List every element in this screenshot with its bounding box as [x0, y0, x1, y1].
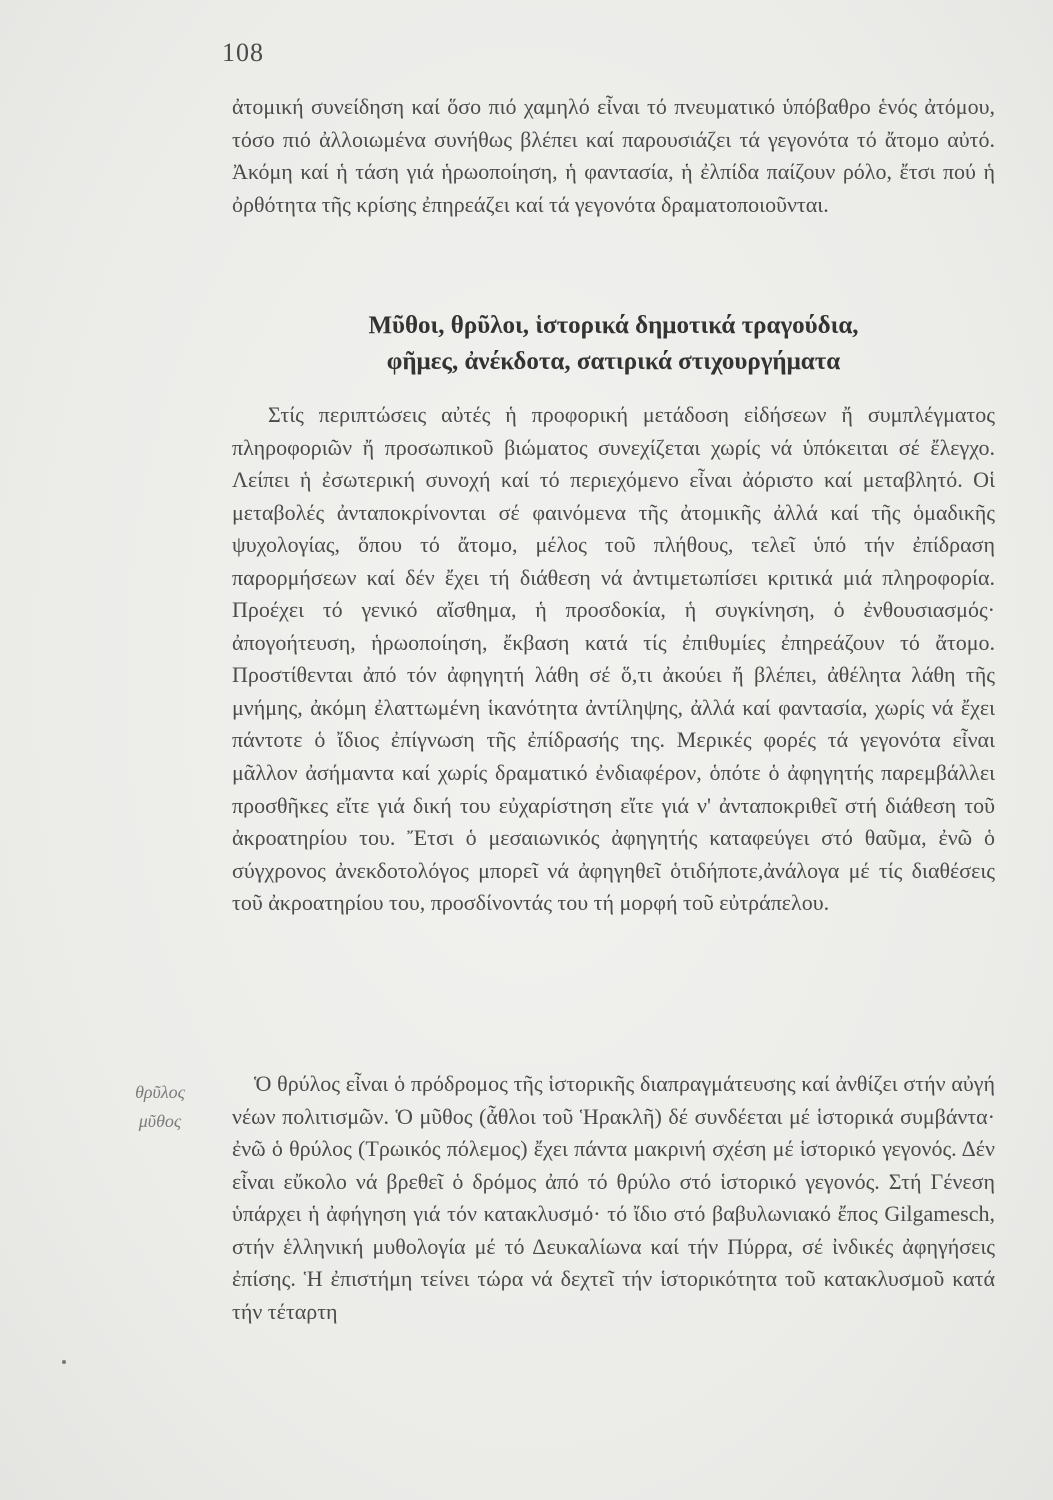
page-number: 108 [222, 38, 264, 67]
margin-note-mythos: μῦθος [138, 1110, 182, 1131]
margin-note-thrylos: θρῦλος [135, 1082, 185, 1102]
section-heading-line-2: φῆμες, ἀνέκδοτα, σατιρικά στιχουργήματα [386, 347, 841, 375]
paragraph-legend: Ὁ θρύλος εἶναι ὁ πρόδρομος τῆς ἱστορικῆς διαπραγμάτευσης καί ἀνθίζει στήν αὐγή νέων πολιτισμῶν. Ὁ μῦθος (ἆθλοι τοῦ Ἡρακλῆ) δέ συνδέεται μέ ἱστορικά συμβάντα· ἐνῶ ὁ θρύλος (Τρωικός πόλεμος) ἔχει πάντα μακρινή σχέση μέ ἱστορικό γεγονός. Δέν εἶναι εὔκολο νά βρεθεῖ ὁ δρόμος ἀπό τό θρύλο στό ἱστορικό γεγονός. Στή Γένεση ὑπάρχει ἡ ἀφήγηση γιά τόν κατακλυσμό· τό ἴδιο στό βαβυλωνιακό ἔπος Gilgamesch, στήν ἑλληνική μυθολογία μέ τό Δευκαλίωνα καί τήν Πύρρα, σέ ἰνδικές ἀφηγήσεις ἐπίσης. Ἡ ἐπιστήμη τείνει τώρα νά δεχτεῖ τήν ἱστορικότητα τοῦ κατακλυσμοῦ κατά τήν τέταρτη [232, 1071, 995, 1324]
paper-speck [62, 1360, 66, 1364]
paragraph-oral-transmission: Στίς περιπτώσεις αὐτές ἡ προφορική μετάδοση εἰδήσεων ἤ συμπλέγματος πληροφοριῶν ἤ προσωπικοῦ βιώματος συνεχίζεται χωρίς νά ὑπόκειται σέ ἔλεγχο. Λείπει ἡ ἐσωτερική συνοχή καί τό περιεχόμενο εἶναι ἀόριστο καί μεταβλητό. Οἱ μεταβολές ἀνταποκρίνονται σέ φαινόμενα τῆς ἀτομικῆς ἀλλά καί τῆς ὁμαδικῆς ψυχολογίας, ὅπου τό ἄτομο, μέλος τοῦ πλήθους, τελεῖ ὑπό τήν ἐπίδραση παρορμήσεων καί δέν ἔχει τή διάθεση νά ἀντιμετωπίσει κριτικά μιά πληροφορία. Προέχει τό γενικό αἴσθημα, ἡ προσδοκία, ἡ συγκίνηση, ὁ ἐνθουσιασμός· ἀπογοήτευση, ἡρωοποίηση, ἔκβαση κατά τίς ἐπιθυμίες ἐπηρεάζουν τό ἄτομο. Προστίθενται ἀπό τόν ἀφηγητή λάθη σέ ὅ,τι ἀκούει ἤ βλέπει, ἀθέλητα λάθη τῆς μνήμης, ἀκόμη ἐλαττωμένη ἱκανότητα ἀντίληψης, ἀλλά καί φαντασία, χωρίς νά ἔχει πάντοτε ὁ ἴδιος ἐπίγνωση τῆς ἐπίδρασής της. Μερικές φορές τά γεγονότα εἶναι μᾶλλον ἀσήμαντα καί χωρίς δραματικό ἐνδιαφέρον, ὁπότε ὁ ἀφηγητής παρεμβάλλει προσθῆκες εἴτε γιά δική του εὐχαρίστηση εἴτε γιά ν' ἀνταποκριθεῖ στή διάθεση τοῦ ἀκροατηρίου του. Ἔτσι ὁ μεσαιωνικός ἀφηγητής καταφεύγει στό θαῦμα, ἐνῶ ὁ σύγχρονος ἀνεκδοτολόγος μπορεῖ νά ἀφηγηθεῖ ὁτιδήποτε,ἀνάλογα μέ τίς διαθέσεις τοῦ ἀκροατηρίου του, προσδίνοντάς του τή μορφή τοῦ εὐτράπελου. [232, 402, 995, 916]
margin-notes [110, 1078, 210, 1136]
paragraph-opening: ἀτομική συνείδηση καί ὅσο πιό χαμηλό εἶναι τό πνευματικό ὑπόβαθρο ἑνός ἀτόμου, τόσο πιό ἀλλοιωμένα συνήθως βλέπει καί παρουσιάζει τά γεγονότα τό ἄτομο αὐτό. Ἀκόμη καί ἡ τάση γιά ἡρωοποίηση, ἡ φαντασία, ἡ ἐλπίδα παίζουν ρόλο, ἔτσι πού ἡ ὀρθότητα τῆς κρίσης ἐπηρεάζει καί τά γεγονότα δραματοποιοῦνται. [232, 94, 995, 217]
section-heading-line-1: Μῦθοι, θρῦλοι, ἱστορικά δημοτικά τραγούδια, [368, 312, 859, 339]
section-heading [232, 308, 995, 379]
